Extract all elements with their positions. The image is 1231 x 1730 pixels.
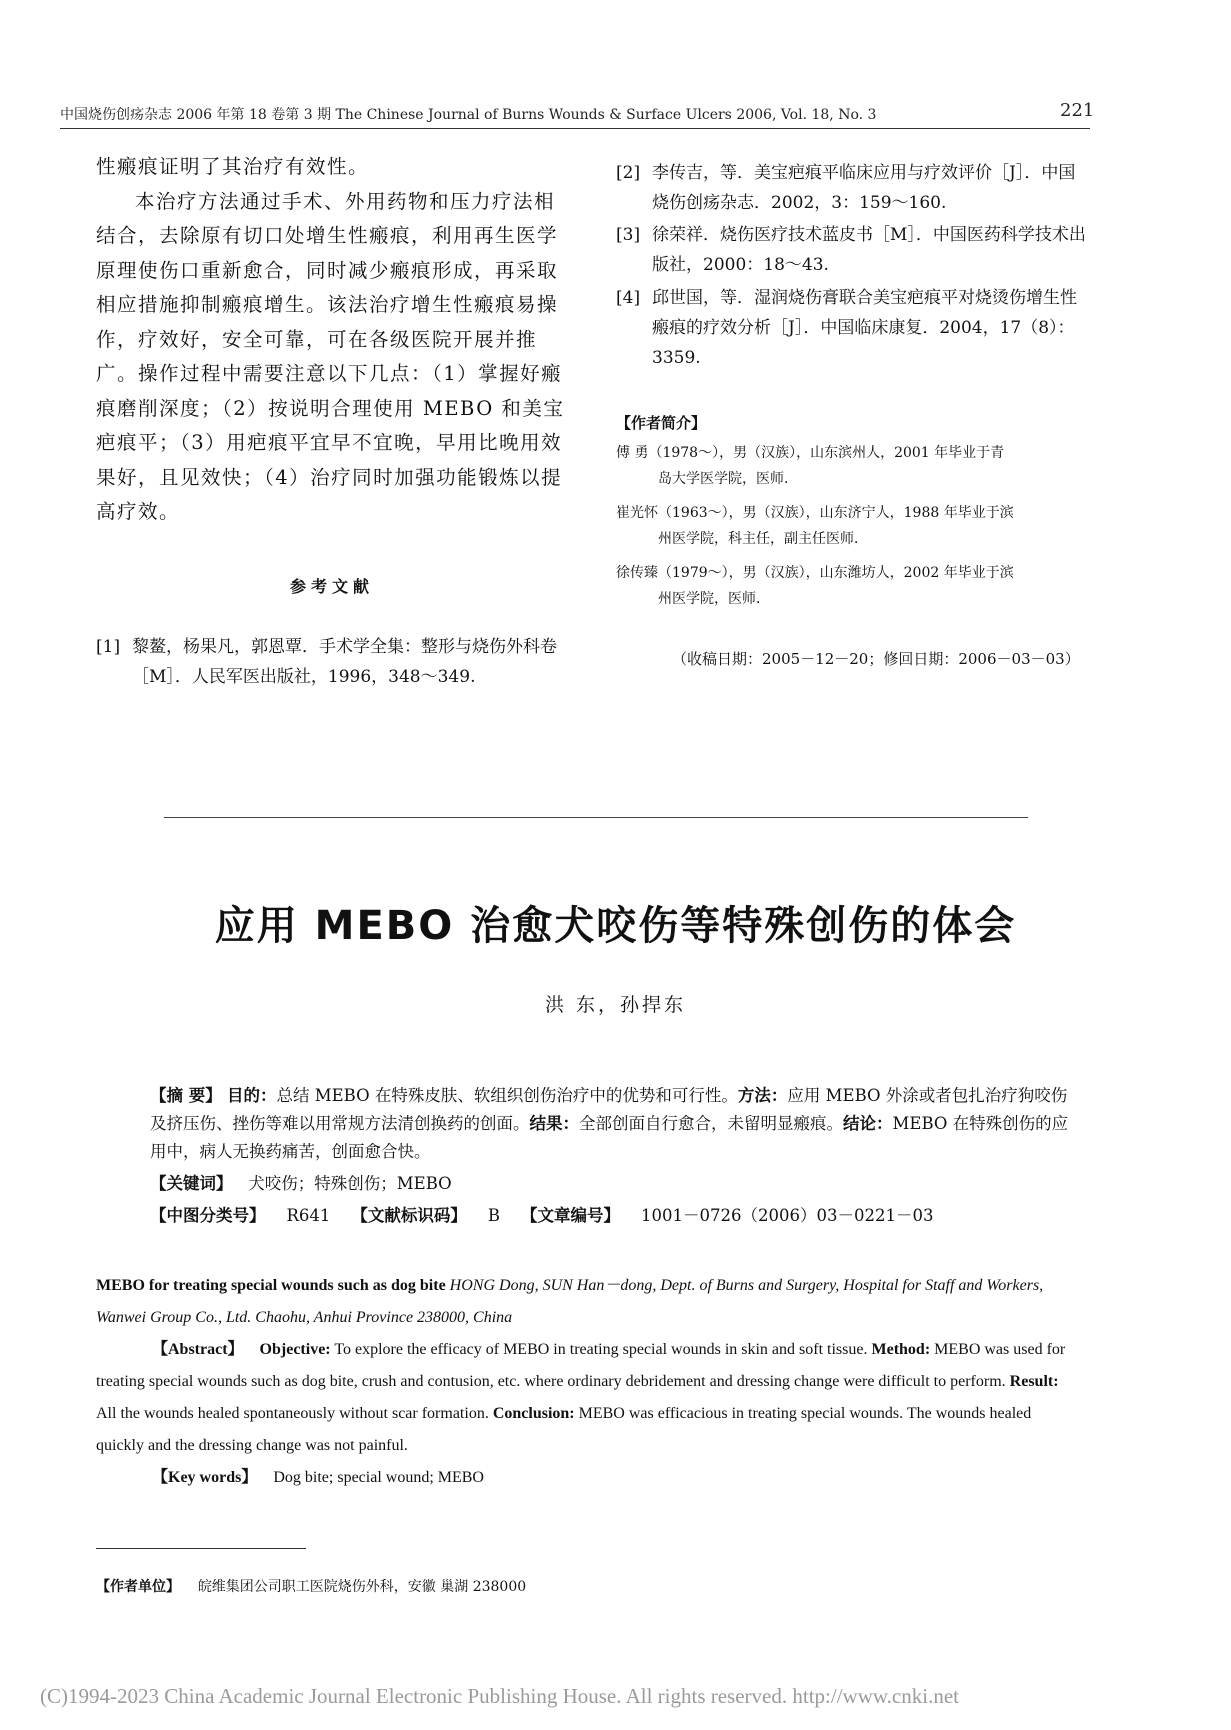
author-affiliation <box>96 1576 526 1596</box>
author-bio-line: 崔光怀（1963～），男（汉族），山东济宁人，1988 年毕业于滨 <box>616 505 1014 521</box>
english-authors: HONG Dong, SUN Han－dong, Dept. of Burns and Surgery, Hospital for Staff and Workers, Wanwei Group Co., Ltd. Chaohu, Anhui Province 238000, China <box>96 1277 1044 1326</box>
author-bio-line: 岛大学医学院，医师． <box>658 471 798 487</box>
keywords-text: 犬咬伤；特殊创伤；MEBO <box>248 1174 452 1193</box>
english-method-label: Method: <box>871 1341 931 1358</box>
left-column <box>96 150 570 530</box>
reference-number: [1] <box>96 637 121 657</box>
author-bio-line: 傅 勇（1978～），男（汉族），山东滨州人，2001 年毕业于青 <box>616 445 1005 461</box>
reference-item <box>96 632 570 692</box>
copyright-footer: (C)1994-2023 China Academic Journal Electronic Publishing House. All rights reserved. http://www.cnki.net <box>40 1684 959 1708</box>
conclusion-text: MEBO 在特殊创伤的应用中，病人无换药痛苦，创面愈合快。 <box>150 1114 1069 1161</box>
english-abstract <box>96 1270 1066 1494</box>
method-text: 应用 MEBO 外涂或者包扎治疗狗咬伤及挤压伤、挫伤等难以用常规方法清创换药的创面。 <box>150 1086 1068 1133</box>
footnote-rule <box>96 1548 306 1549</box>
page-number: 221 <box>1060 100 1095 121</box>
reference-text: 徐荣祥．烧伤医疗技术蓝皮书［M］．中国医药科学技术出版社，2000：18～43. <box>652 225 1086 275</box>
objective-text: 总结 MEBO 在特殊皮肤、软组织创伤治疗中的优势和可行性。 <box>276 1086 738 1105</box>
author-bio-line: 州医学院，科主任，副主任医师． <box>658 531 868 547</box>
keywords-label: 【关键词】 <box>150 1174 233 1193</box>
reference-text: 黎鳌，杨果凡，郭恩覃．手术学全集：整形与烧伤外科卷［M］．人民军医出版社，1996，348～349. <box>132 637 557 687</box>
abstract-label: 【摘 要】 <box>150 1086 222 1105</box>
article-number-label: 【文章编号】 <box>521 1206 620 1225</box>
english-objective-text: To explore the efficacy of MEBO in treating special wounds in skin and soft tissue. <box>334 1341 868 1358</box>
document-code-label: 【文献标识码】 <box>351 1206 467 1225</box>
english-conclusion-text: MEBO was efficacious in treating special wounds. The wounds healed quickly and the dressing change was not painful. <box>96 1405 1032 1454</box>
body-paragraph: 性瘢痕证明了其治疗有效性。 <box>96 155 370 178</box>
reference-text: 邱世国，等．湿润烧伤膏联合美宝疤痕平对烧烫伤增生性瘢痕的疗效分析［J］．中国临床康复．2004，17（8）：3359. <box>652 288 1077 368</box>
header-rule <box>60 128 1090 129</box>
received-dates: （收稿日期：2005－12－20；修回日期：2006－03－03） <box>672 650 1080 668</box>
chinese-abstract <box>150 1082 1070 1230</box>
article-authors: 洪 东，孙捍东 <box>544 994 687 1016</box>
author-bio-line: 徐传臻（1979～），男（汉族），山东潍坊人，2002 年毕业于滨 <box>616 565 1014 581</box>
reference-text: 李传吉，等．美宝疤痕平临床应用与疗效评价［J］．中国烧伤创疡杂志．2002，3：159～160. <box>652 163 1076 213</box>
english-result-text: All the wounds healed spontaneously without scar formation. <box>96 1405 489 1422</box>
objective-label: 目的： <box>227 1086 277 1105</box>
english-result-label: Result: <box>1009 1373 1059 1390</box>
running-header: 中国烧伤创疡杂志 2006 年第 18 卷第 3 期 The Chinese Journal of Burns Wounds & Surface Ulcers 2006, Vol. 18, No. 3 <box>60 107 877 123</box>
author-bio <box>616 500 1092 552</box>
author-bio <box>616 440 1092 492</box>
reference-item <box>616 158 1092 218</box>
result-label: 结果： <box>529 1114 579 1133</box>
reference-item <box>616 283 1092 373</box>
reference-number: [2] <box>616 163 641 183</box>
english-keywords-text: Dog bite; special wound; MEBO <box>273 1469 484 1486</box>
affiliation-label: 【作者单位】 <box>96 1579 180 1595</box>
reference-number: [4] <box>616 288 641 308</box>
author-bio <box>616 560 1092 612</box>
body-paragraph: 本治疗方法通过手术、外用药物和压力疗法相结合，去除原有切口处增生性瘢痕，利用再生医学原理使伤口重新愈合，同时减少瘢痕形成，再采取相应措施抑制瘢痕增生。该法治疗增生性瘢痕易操作，疗效好，安全可靠，可在各级医院开展并推广。操作过程中需要注意以下几点：（1）掌握好瘢痕磨削深度；（2）按说明合理使用 MEBO 和美宝疤痕平；（3）用疤痕平宜早不宜晚，早用比晚用效果好，且见效快；（4）治疗同时加强功能锻炼以提高疗效。 <box>96 189 565 523</box>
reference-number: [3] <box>616 225 641 245</box>
method-label: 方法： <box>737 1086 788 1105</box>
article-divider <box>164 817 1028 818</box>
english-objective-label: Objective: <box>259 1341 331 1358</box>
english-abstract-label: 【Abstract】 <box>152 1341 244 1358</box>
conclusion-label: 结论： <box>843 1114 893 1133</box>
reference-item <box>616 220 1092 280</box>
document-code-value: B <box>487 1206 501 1225</box>
english-conclusion-label: Conclusion: <box>492 1405 575 1422</box>
result-text: 全部创面自行愈合，未留明显瘢痕。 <box>579 1114 843 1133</box>
english-title: MEBO for treating special wounds such as dog bite <box>96 1277 446 1294</box>
author-bio-line: 州医学院，医师． <box>658 591 770 607</box>
classification-value: R641 <box>286 1206 331 1225</box>
author-bio-heading: 【作者简介】 <box>616 414 707 432</box>
classification-label: 【中图分类号】 <box>150 1206 266 1225</box>
english-method-text: MEBO was used for treating special wounds such as dog bite, crush and contusion, etc. where ordinary debridement and dressing change were difficult to perform. <box>96 1341 1066 1390</box>
affiliation-text: 皖维集团公司职工医院烧伤外科，安徽 巢湖 238000 <box>197 1579 527 1595</box>
article-number-value: 1001－0726（2006）03－0221－03 <box>640 1206 934 1225</box>
references-heading: 参考文献 <box>290 577 375 596</box>
english-keywords-label: 【Key words】 <box>152 1469 258 1486</box>
article-title: 应用 MEBO 治愈犬咬伤等特殊创伤的体会 <box>214 903 1017 949</box>
